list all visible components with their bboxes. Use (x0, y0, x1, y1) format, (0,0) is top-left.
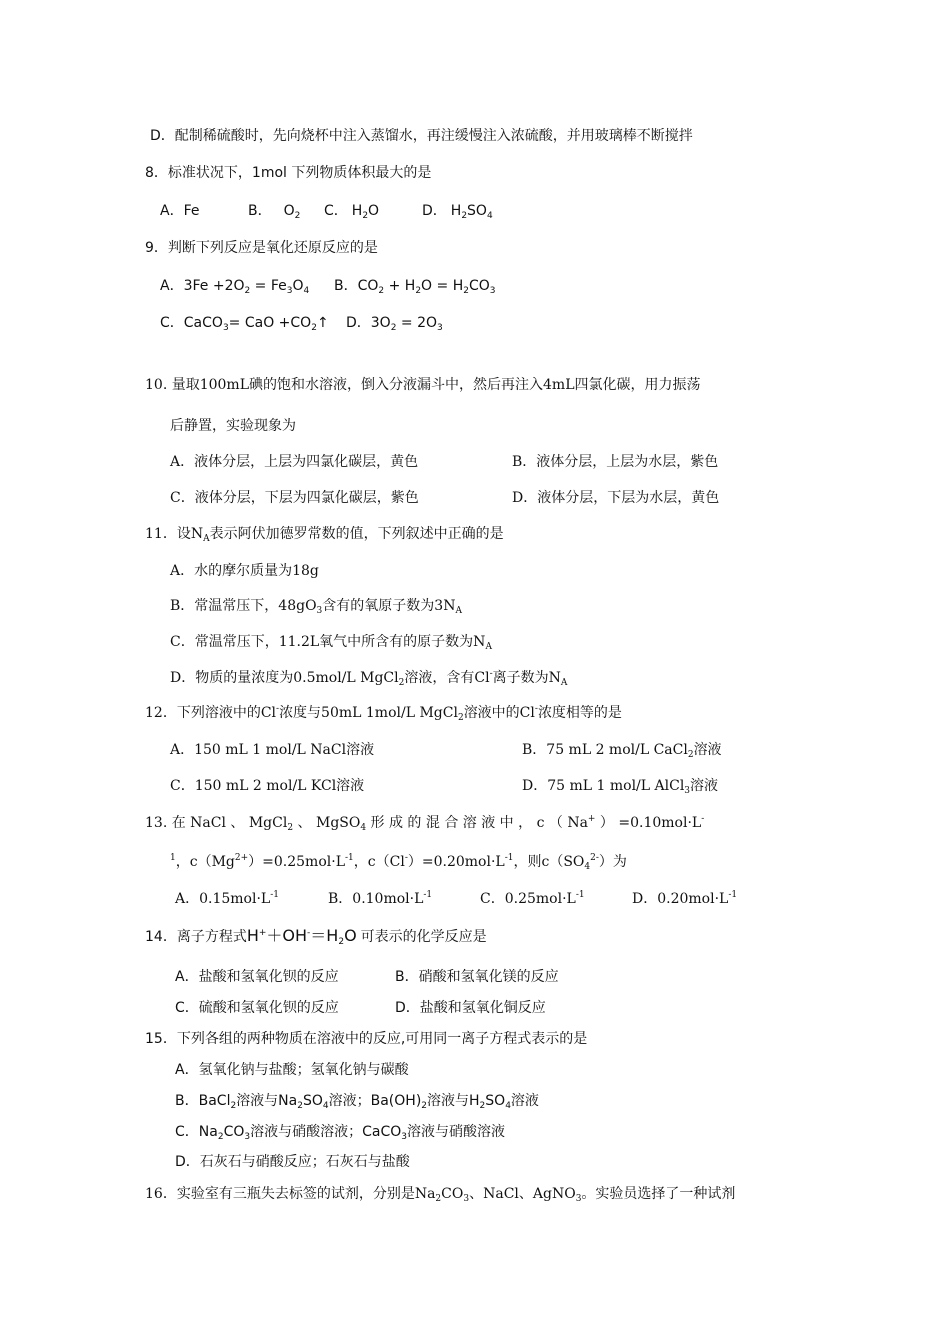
q11-option-c: C．常温常压下，11.2L氧气中所含有的原子数为$N_A$ (170, 634, 492, 652)
q14-option-a: A．盐酸和氢氧化钡的反应 (175, 969, 339, 985)
q10-stem-line2: 后静置，实验现象为 (170, 418, 296, 434)
q10-stem-line1: 10. 量取100mL碘的饱和水溶液，倒入分液漏斗中，然后再注入4mL四氯化碳，用力振荡 (145, 377, 701, 393)
q14-stem: 14．离子方程式$H^++OH^-=H_2O$ 可表示的化学反应是 (145, 926, 487, 947)
q10-option-d: D．液体分层，下层为水层，黄色 (512, 490, 720, 506)
q11-stem: 11．设$N_A$表示阿伏加德罗常数的值，下列叙述中正确的是 (145, 526, 504, 544)
q9-stem: 9．判断下列反应是氧化还原反应的是 (145, 240, 378, 256)
q9-option-c: C．CaCO$_3$= CaO $+CO_2↑$ (160, 315, 329, 333)
q9-option-a: A．$3Fe +2O_2 = Fe_3O_4$ (160, 278, 310, 296)
q8-option-d: D． $H_2SO_4$ (422, 203, 493, 221)
q12-option-c: C．150 mL 2 mol/L KCl溶液 (170, 778, 365, 794)
q15-option-d: D．石灰石与硝酸反应；石灰石与盐酸 (175, 1154, 410, 1170)
q16-stem: 16．实验室有三瓶失去标签的试剂，分别是$Na_2CO_3$、NaCl、AgNO$_3$。实验员选择了一种试剂 (145, 1186, 736, 1204)
q8-stem: 8．标准状况下，1mol 下列物质体积最大的是 (145, 165, 432, 181)
q10-option-b: B．液体分层，上层为水层，紫色 (512, 454, 719, 470)
q13-stem-line1: 13. 在 NaCl 、 MgCl$_2$ 、 MgSO$_4$ 形 成 的 混 合 溶 液 中 ， c （ Na+ ） =0.10mol·L- (145, 814, 705, 833)
q10-option-c: C．液体分层，下层为四氯化碳层，紫色 (170, 490, 419, 506)
q12-option-a: A．150 mL 1 mol/L NaCl溶液 (170, 742, 375, 758)
q13-option-a: A．$0.15mol\cdot L^{-1}$ (175, 890, 279, 907)
q15-option-c: C．$Na_2CO_3$溶液与硝酸溶液；CaCO$_3$溶液与硝酸溶液 (175, 1124, 505, 1142)
q8-option-c: C． $H_2O$ (324, 203, 380, 221)
q13-option-b: B．$0.10mol\cdot L^{-1}$ (328, 890, 433, 907)
q13-stem-line2: $^1$，$c(Mg^{2+})=0.25mol\cdot L^{-1}$，$c(Cl^-)=0.20mol\cdot L^{-1}$，则$c(SO_4^{2-})$为 (170, 853, 627, 872)
q15-option-a: A．氢氧化钠与盐酸；氢氧化钠与碳酸 (175, 1062, 409, 1078)
q12-option-d: D．75 mL 1 mol/L AlCl$_3$溶液 (522, 778, 719, 796)
q10-option-a: A．液体分层，上层为四氯化碳层，黄色 (170, 454, 419, 470)
q12-stem: 12．下列溶液中的Cl-浓度与50mL 1mol/L MgCl$_2$溶液中的Cl-浓度相等的是 (145, 704, 622, 723)
q13-option-d: D．$0.20mol\cdot L^{-1}$ (632, 890, 738, 907)
q15-option-b: B．BaCl$_2$溶液与$Na_2SO_4$溶液；$Ba(OH)_2$溶液与$H_2SO_4$溶液 (175, 1093, 539, 1111)
q9-option-b: B．$CO_2 + H_2O = H_2CO_3$ (334, 278, 496, 296)
q11-option-d: D．物质的量浓度为0.5mol/L MgCl$_2$溶液，含有Cl-离子数为$N_A$ (170, 669, 568, 688)
q13-option-c: C．$0.25mol\cdot L^{-1}$ (480, 890, 585, 907)
q15-stem: 15．下列各组的两种物质在溶液中的反应,可用同一离子方程式表示的是 (145, 1031, 588, 1047)
q11-option-a: A．水的摩尔质量为18g (170, 563, 319, 579)
q9-option-d: D．$3O_2 = 2O_3$ (346, 315, 443, 333)
q8-option-a: A．Fe (160, 203, 200, 219)
q7-option-d: D．配制稀硫酸时，先向烧杯中注入蒸馏水，再注缓慢注入浓硫酸，并用玻璃棒不断搅拌 (150, 128, 693, 144)
q12-option-b: B．75 mL 2 mol/L CaCl$_2$溶液 (522, 742, 722, 760)
q14-option-c: C．硫酸和氢氧化钡的反应 (175, 1000, 339, 1016)
q8-option-b: B． $O_2$ (248, 203, 301, 221)
q14-option-d: D．盐酸和氢氧化铜反应 (395, 1000, 546, 1016)
q11-option-b: B．常温常压下，$48gO_3$含有的氧原子数为$3N_A$ (170, 598, 462, 616)
q14-option-b: B．硝酸和氢氧化镁的反应 (395, 969, 559, 985)
